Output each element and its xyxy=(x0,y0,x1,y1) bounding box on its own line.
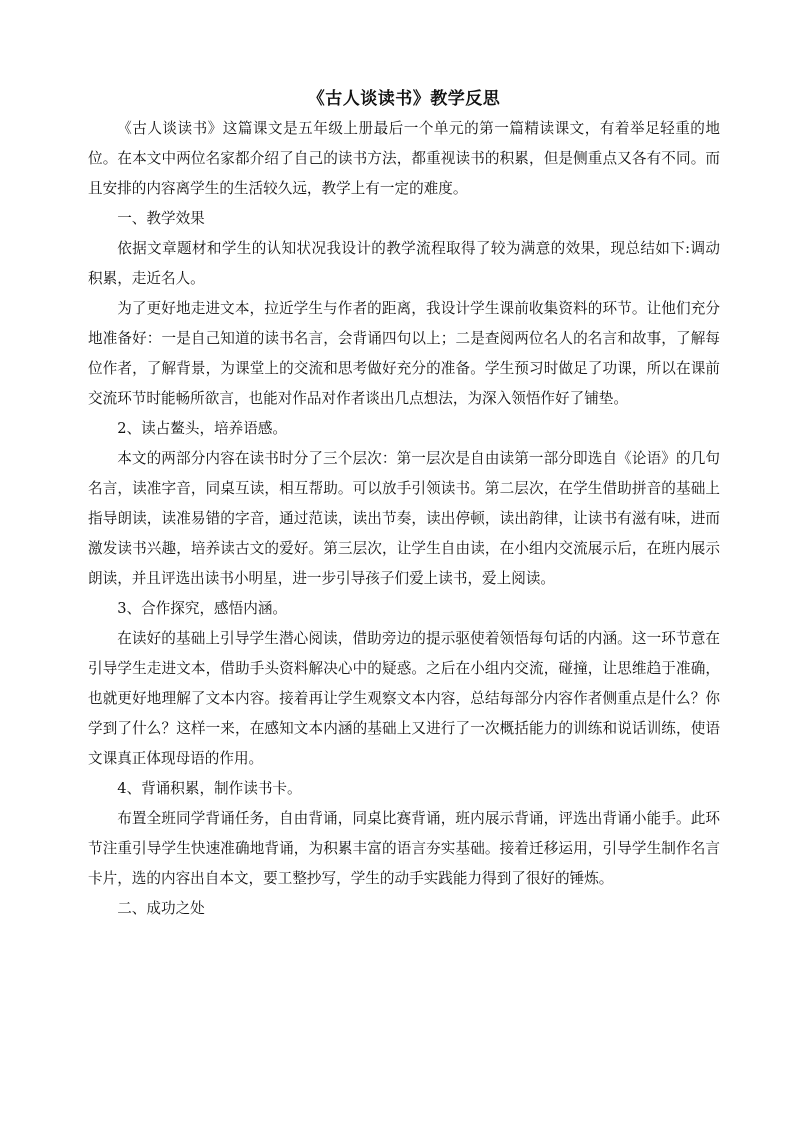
document-content xyxy=(88,84,720,924)
subheading-reading: 2、读占鳌头，培养语感。 xyxy=(117,420,288,437)
subheading-cooperation: 3、合作探究，感悟内涵。 xyxy=(117,600,288,617)
document-title: 《古人谈读书》教学反思 xyxy=(307,89,501,109)
paragraph-reading-levels: 本文的两部分内容在读书时分了三个层次：第一层次是自由读第一部分即选自《论语》的几句名言，读准字音，同桌互读，相互帮助。可以放手引领读书。第二层次，在学生借助拼音的基础上指导朗读，读准易错的字音，通过范读，读出节奏，读出停顿，读出韵律，让读书有滋有味，进而激发读书兴趣，培养读古文的爱好。第三层次，让学生自由读，在小组内交流展示后，在班内展示朗读，并且评选出读书小明星，进一步引导孩子们爱上读书，爱上阅读。 xyxy=(88,450,720,587)
section-heading-successes: 二、成功之处 xyxy=(117,900,205,917)
paragraph-cooperation: 在读好的基础上引导学生潜心阅读，借助旁边的提示驱使着领悟每句话的内涵。这一环节意在引导学生走进文本，借助手头资料解决心中的疑惑。之后在小组内交流，碰撞，让思维趋于准确，也就更好地理解了文本内容。接着再让学生观察文本内容，总结每部分内容作者侧重点是什么？你学到了什么？这样一来，在感知文本内涵的基础上又进行了一次概括能力的训练和说话训练，使语文课真正体现母语的作用。 xyxy=(88,630,720,767)
intro-paragraph: 《古人谈读书》这篇课文是五年级上册最后一个单元的第一篇精读课文，有着举足轻重的地位。在本文中两位名家都介绍了自己的读书方法，都重视读书的积累，但是侧重点又各有不同。而且安排的内容离学生的生活较久远，教学上有一定的难度。 xyxy=(88,120,720,197)
section-heading-teaching-effect: 一、教学效果 xyxy=(117,210,205,227)
paragraph-preparation: 为了更好地走进文本，拉近学生与作者的距离，我设计学生课前收集资料的环节。让他们充分地准备好：一是自己知道的读书名言，会背诵四句以上；二是查阅两位名人的名言和故事，了解每位作者，了解背景，为课堂上的交流和思考做好充分的准备。学生预习时做足了功课，所以在课前交流环节时能畅所欲言，也能对作品对作者谈出几点想法，为深入领悟作好了铺垫。 xyxy=(88,300,720,407)
paragraph-summary: 依据文章题材和学生的认知状况我设计的教学流程取得了较为满意的效果，现总结如下:调动积累，走近名人。 xyxy=(88,240,720,287)
subheading-recitation: 4、背诵积累，制作读书卡。 xyxy=(117,780,302,797)
paragraph-recitation: 布置全班同学背诵任务，自由背诵，同桌比赛背诵，班内展示背诵，评选出背诵小能手。此环节注重引导学生快速准确地背诵，为积累丰富的语言夯实基础。接着迁移运用，引导学生制作名言卡片，选的内容出自本文，要工整抄写，学生的动手实践能力得到了很好的锤炼。 xyxy=(88,810,720,887)
